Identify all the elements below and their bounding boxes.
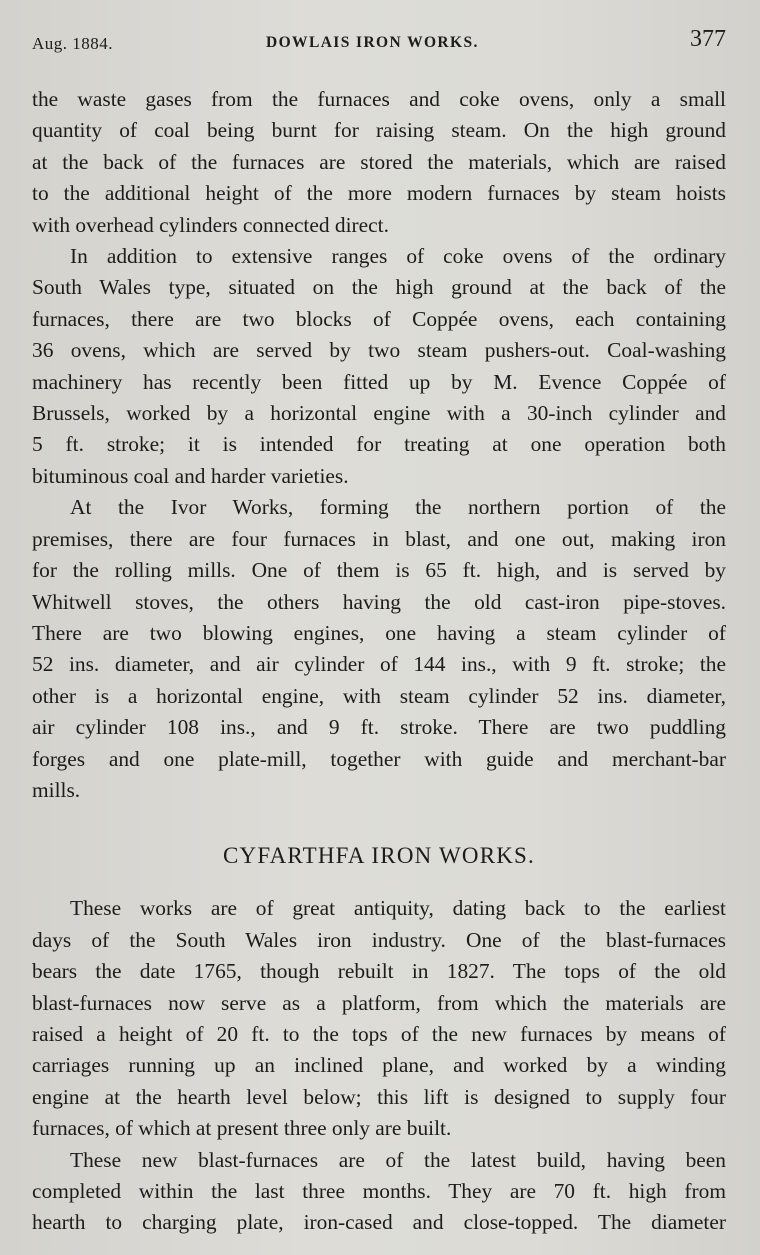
text-line: machinery has recently been fitted up by M. Evence Coppée of: [32, 369, 726, 394]
text-line: At the Ivor Works, forming the northern portion of the: [70, 495, 726, 520]
text-line: Whitwell stoves, the others having the old cast-iron pipe-stoves.: [32, 589, 726, 614]
text-line: These works are of great antiquity, dating back to the earliest: [70, 896, 726, 921]
header-date: Aug. 1884.: [32, 34, 114, 53]
dowlais-continuation: [32, 84, 726, 806]
text-line: premises, there are four furnaces in blast, and one out, making iron: [32, 526, 726, 551]
section-heading: CYFARTHFA IRON WORKS.: [222, 843, 535, 869]
text-line: for the rolling mills. One of them is 65 ft. high, and is served by: [32, 558, 726, 583]
text-line: bituminous coal and harder varieties.: [32, 463, 349, 488]
text-line: engine at the hearth level below; this lift is designed to supply four: [32, 1084, 726, 1109]
paragraph: [32, 492, 726, 806]
text-line: 5 ft. stroke; it is intended for treating at one operation both: [32, 432, 726, 457]
text-line: forges and one plate-mill, together with guide and merchant-bar: [32, 746, 726, 771]
text-line: These new blast-furnaces are of the latest build, having been: [70, 1147, 726, 1172]
text-line: Brussels, worked by a horizontal engine with a 30-inch cylinder and: [32, 401, 726, 426]
text-line: with overhead cylinders connected direct.: [32, 212, 389, 237]
text-line: furnaces, of which at present three only are built.: [32, 1116, 452, 1141]
text-line: the waste gases from the furnaces and coke ovens, only a small: [32, 87, 726, 111]
text-line: raised a height of 20 ft. to the tops of the new furnaces by means of: [32, 1021, 726, 1046]
page-number: 377: [690, 26, 726, 52]
text-line: bears the date 1765, though rebuilt in 1827. The tops of the old: [32, 959, 726, 984]
text-line: days of the South Wales iron industry. One of the blast-furnaces: [32, 927, 726, 952]
paragraph: [32, 241, 726, 492]
text-line: blast-furnaces now serve as a platform, from which the materials are: [32, 990, 726, 1015]
text-line: 36 ovens, which are served by two steam pushers-out. Coal-washing: [32, 338, 726, 363]
text-line: other is a horizontal engine, with steam cylinder 52 ins. diameter,: [32, 683, 726, 708]
paragraph: [32, 1145, 726, 1239]
text-line: at the back of the furnaces are stored the materials, which are raised: [32, 149, 726, 174]
running-header: [32, 26, 726, 60]
text-line: hearth to charging plate, iron-cased and close-topped. The diameter: [32, 1210, 726, 1235]
text-line: carriages running up an inclined plane, and worked by a winding: [32, 1053, 726, 1078]
header-title: DOWLAIS IRON WORKS.: [266, 34, 479, 51]
cyfarthfa-section: [32, 893, 726, 1238]
text-line: air cylinder 108 ins., and 9 ft. stroke. There are two puddling: [32, 715, 726, 740]
text-line: 52 ins. diameter, and air cylinder of 144 ins., with 9 ft. stroke; the: [32, 652, 726, 677]
text-line: South Wales type, situated on the high ground at the back of the: [32, 275, 726, 300]
paragraph: [32, 893, 726, 1144]
text-line: to the additional height of the more modern furnaces by steam hoists: [32, 181, 726, 206]
text-line: completed within the last three months. They are 70 ft. high from: [32, 1179, 726, 1203]
text-line: mills.: [32, 777, 81, 802]
text-line: There are two blowing engines, one having a steam cylinder of: [32, 620, 726, 645]
text-line: furnaces, there are two blocks of Coppée ovens, each containing: [32, 306, 726, 331]
text-line: quantity of coal being burnt for raising steam. On the high ground: [32, 118, 726, 143]
body-text: [32, 84, 726, 1239]
paragraph: [32, 84, 726, 241]
text-line: In addition to extensive ranges of coke ovens of the ordinary: [70, 244, 726, 269]
